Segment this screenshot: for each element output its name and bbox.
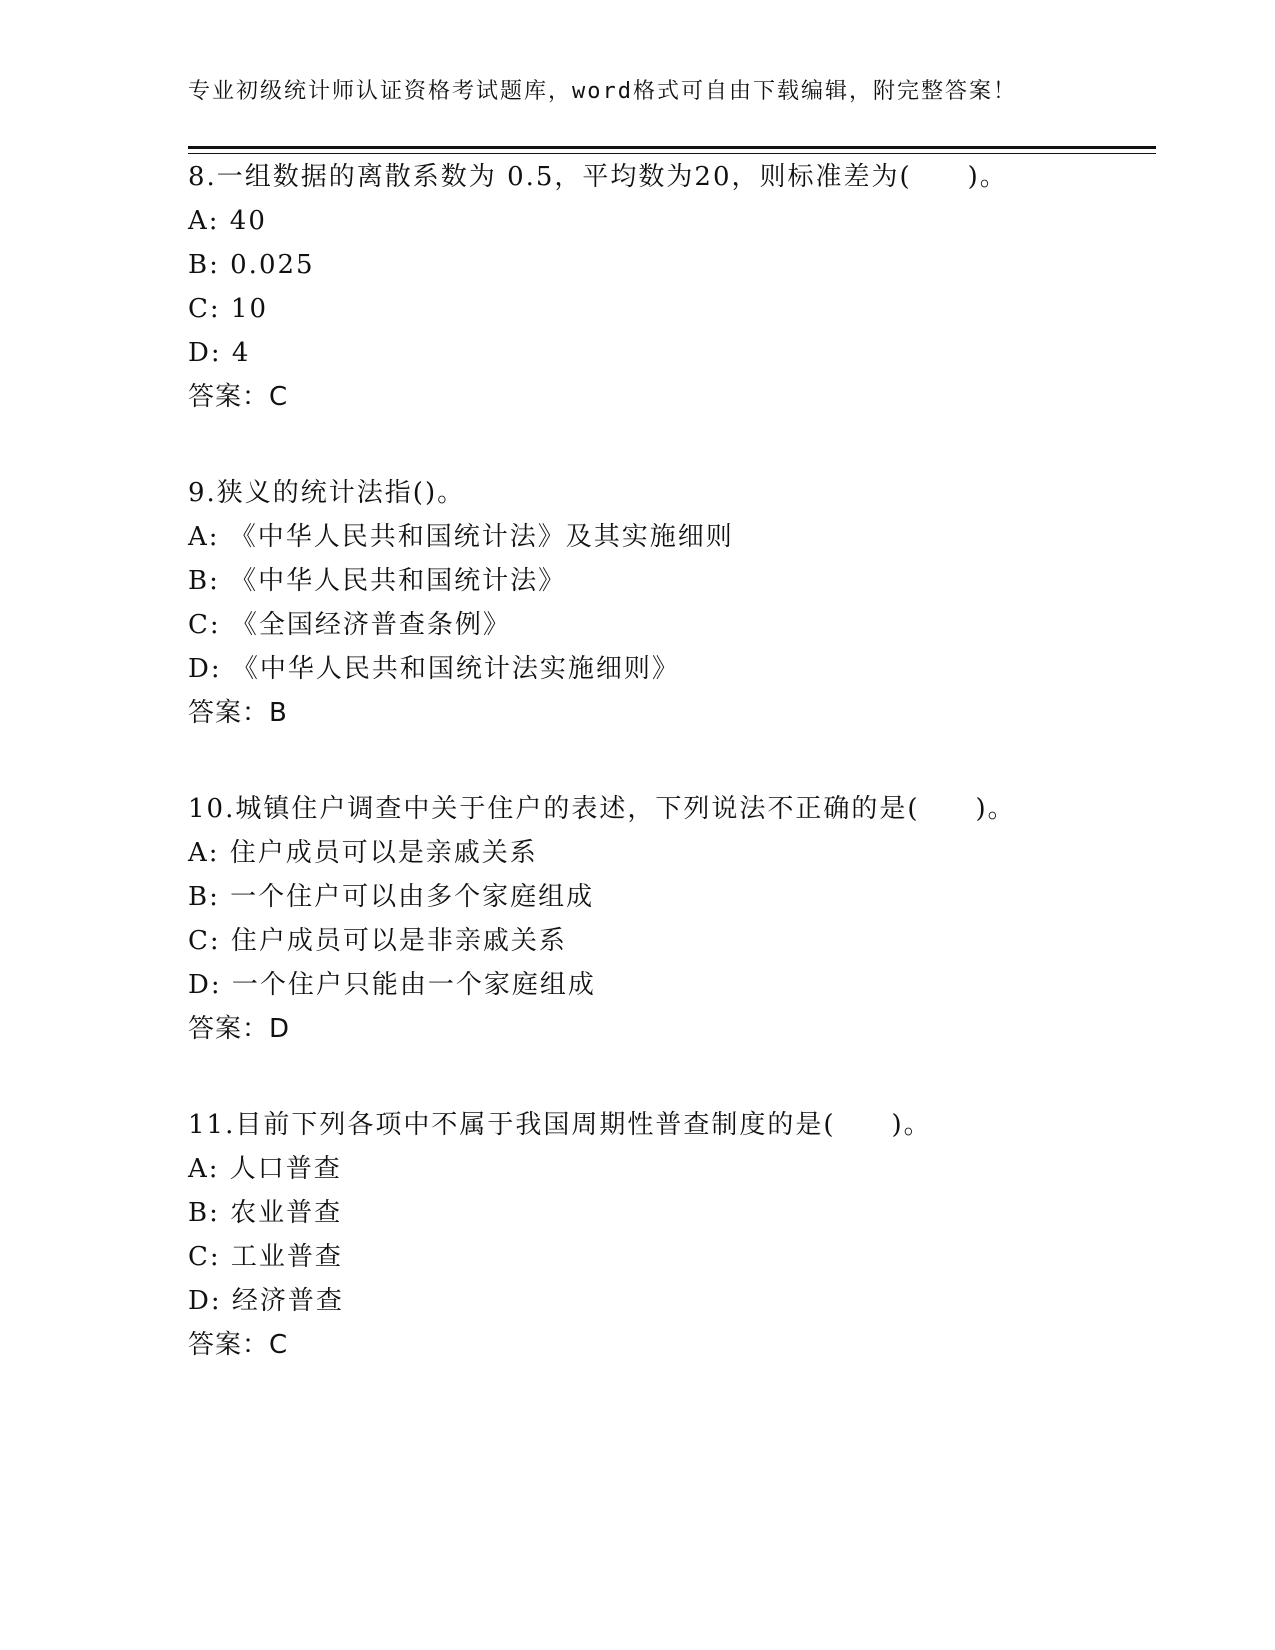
option-b: B: 一个住户可以由多个家庭组成: [188, 882, 595, 912]
option-c: C: 住户成员可以是非亲戚关系: [188, 926, 567, 956]
header-divider-thin: [188, 153, 1156, 154]
answer: 答案：D: [188, 1014, 291, 1044]
answer: 答案：C: [188, 382, 289, 412]
option-a: A: 住户成员可以是亲戚关系: [188, 838, 538, 868]
question-stem: 11.目前下列各项中不属于我国周期性普查制度的是( )。: [188, 1110, 932, 1140]
option-a: A: 《中华人民共和国统计法》及其实施细则: [188, 522, 734, 552]
option-d: D: 《中华人民共和国统计法实施细则》: [188, 654, 680, 684]
option-c: C: 工业普查: [188, 1242, 343, 1272]
header-divider-thick: [188, 146, 1156, 149]
option-d: D: 4: [188, 338, 251, 368]
option-a: A: 人口普查: [188, 1154, 342, 1184]
option-d: D: 一个住户只能由一个家庭组成: [188, 970, 596, 1000]
option-b: B: 农业普查: [188, 1198, 343, 1228]
option-b: B: 《中华人民共和国统计法》: [188, 566, 567, 596]
answer: 答案：C: [188, 1330, 289, 1360]
page-header: 专业初级统计师认证资格考试题库，word格式可自由下载编辑，附完整答案！: [188, 79, 1017, 104]
option-b: B: 0.025: [188, 250, 315, 280]
option-d: D: 经济普查: [188, 1286, 344, 1316]
question-stem: 9.狭义的统计法指()。: [188, 478, 466, 508]
answer: 答案：B: [188, 698, 288, 728]
option-c: C: 10: [188, 294, 269, 324]
option-c: C: 《全国经济普查条例》: [188, 610, 511, 640]
option-a: A: 40: [188, 206, 267, 236]
question-stem: 10.城镇住户调查中关于住户的表述，下列说法不正确的是( )。: [188, 794, 1016, 824]
question-stem: 8.一组数据的离散系数为 0.5，平均数为20，则标准差为( )。: [188, 162, 1008, 192]
